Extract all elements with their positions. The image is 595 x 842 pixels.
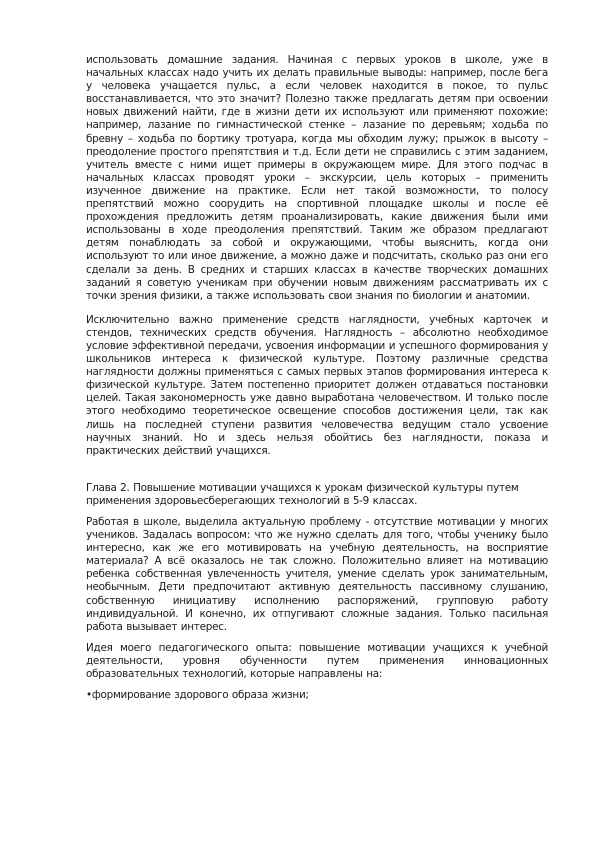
document-page bbox=[86, 54, 548, 702]
paragraph-idea: Идея моего педагогического опыта: повышение мотивации учащихся к учебной деятельности, уровня обученности путем применения инновационных образовательных технологий, которые направлены на: bbox=[86, 641, 548, 681]
bullet-item: •формирование здорового образа жизни; bbox=[86, 689, 309, 702]
paragraph-visual-aids: Исключительно важно применение средств наглядности, учебных карточек и стендов, технических средств обучения. Наглядность – абсолютно необходимое условие эффективной передачи, усвоения информации и успешного формирования у школьников интереса к физической культуре. Поэтому различные средства наглядности должны применяться с самых первых этапов формирования интереса к физической культуре. Затем постепенно приоритет должен отдаваться постановки целей. Такая закономерность уже давно выработана человечеством. И только после этого необходимо теоретическое освещение способов достижения цели, так как лишь на последней ступени развития человечества ведущим стало усвоение научных знаний. Но и здесь нельзя обойтись без наглядности, показа и практических действий учащихся. bbox=[86, 313, 548, 457]
paragraph-motivation: Работая в школе, выделила актуальную проблему - отсутствие мотивации у многих учеников. Задалась вопросом: что же нужно сделать для того, чтобы ученику было интересно, как же его мотивировать на учебную деятельность, на восприятие материала? А всё оказалось не так сложно. Положительно влияет на мотивацию ребенка собственная увлеченность учителя, умение сделать урок занимательным, необычным. Дети предпочитают активную деятельность пассивному слушанию, собственную инициативу исполнению распоряжений, групповую работу индивидуальной. И конечно, их отпугивают сложные задания. Только пасильная работа вызывает интерес. bbox=[86, 516, 548, 633]
chapter-heading: Глава 2. Повышение мотивации учащихся к урокам физической культуры путем применения здоровьесберегающих технологий в 5-9 классах. bbox=[86, 481, 519, 507]
paragraph-homework: использовать домашние задания. Начиная с первых уроков в школе, уже в начальных классах надо учить их делать правильные выводы: например, после бега у человека учащается пульс, а если человек находится в покое, то пульс восстанавливается, что это значит? Полезно также предлагать детям при освоении новых движений найти, где в жизни дети их используют или применяют похожие: например, лазание по гимнастической стенке – лазание по деревьям; ходьба по бревну – ходьба по бортику тротуара, когда мы обходим лужу; прыжок в высоту – преодоление простого препятствия и т.д. Если дети не справились с этим заданием, учитель вместе с ними ищет примеры в окружающем мире. Для этого подчас в начальных классах проводят уроки – экскурсии, цель которых – применить изученное движение на практике. Если нет такой возможности, то полосу препятствий можно соорудить на спортивной площадке школы и после её прохождения предложить детям проанализировать, какие движения были ими использованы в ходе преодоления препятствий. Таким же образом предлагают детям понаблюдать за собой и окружающими, чтобы выяснить, когда они используют то или иное движение, а можно даже и подсчитать, сколько раз они его сделали за день. В средних и старших классах в качестве творческих домашних заданий я советую ученикам при обучении новым движениям рассматривать их с точки зрения физики, а также использовать свои знания по биологии и анатомии. bbox=[86, 54, 548, 302]
